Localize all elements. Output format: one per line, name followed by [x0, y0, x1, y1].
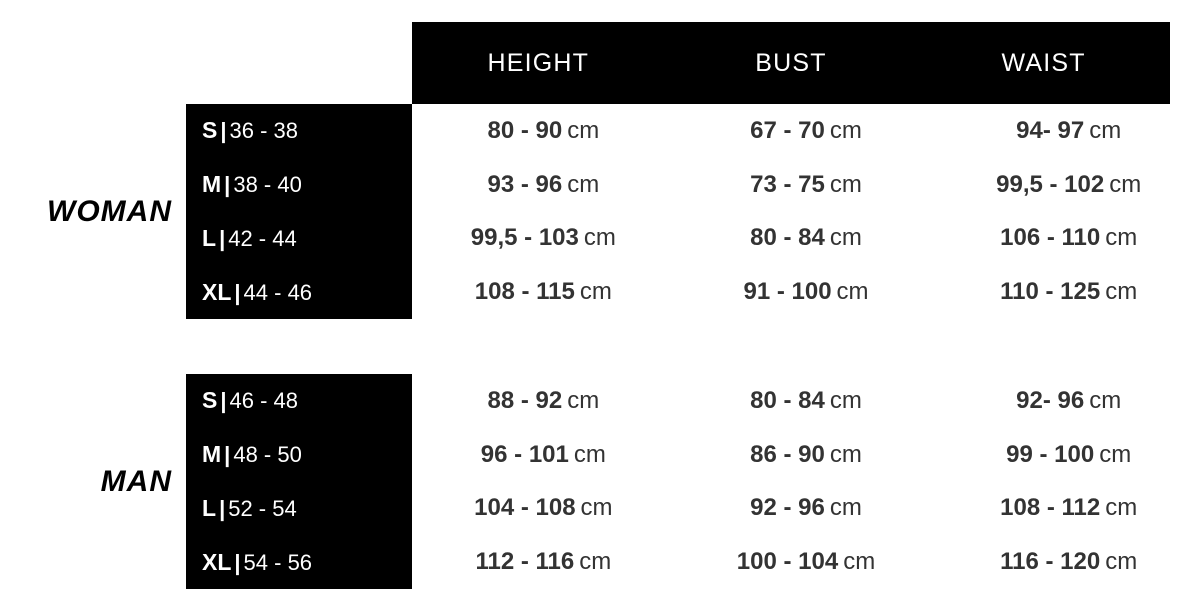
size-range: 38 - 40 [233, 172, 302, 198]
table-row [186, 158, 1200, 212]
waist-cell: 99,5 - 102 cm [996, 170, 1142, 198]
size-cell: XL | 54 - 56 [202, 548, 313, 575]
group-woman [0, 104, 1200, 319]
table-row [186, 374, 1200, 428]
height-cell: 93 - 96 cm [487, 170, 600, 198]
size-range: 42 - 44 [228, 225, 297, 251]
size-cell: XL | 44 - 46 [202, 278, 313, 305]
size-range: 48 - 50 [233, 442, 302, 468]
bust-cell: 80 - 84 cm [750, 224, 862, 252]
bust-cell: 73 - 75 cm [750, 170, 862, 198]
column-header-waist: WAIST [1001, 48, 1086, 77]
height-cell: 108 - 115 cm [474, 278, 612, 306]
waist-cell: 116 - 120 cm [1000, 548, 1138, 576]
column-header-height: HEIGHT [487, 48, 590, 77]
table-row [186, 428, 1200, 482]
size-label: L [202, 224, 217, 251]
waist-cell: 94- 97 cm [1016, 116, 1122, 144]
rows-woman [186, 104, 1200, 319]
height-cell: 96 - 101 cm [480, 440, 606, 468]
table-row [186, 212, 1200, 266]
height-cell: 88 - 92 cm [487, 386, 600, 414]
size-range: 36 - 38 [229, 118, 298, 144]
waist-cell: 108 - 112 cm [1000, 494, 1138, 522]
bust-cell: 67 - 70 cm [750, 116, 862, 144]
group-label-woman: WOMAN [47, 194, 172, 228]
size-range: 54 - 56 [243, 549, 313, 575]
bust-cell: 91 - 100 cm [743, 278, 869, 306]
size-cell: M | 38 - 40 [202, 171, 302, 198]
size-label: M [202, 441, 222, 468]
table-row [186, 265, 1200, 319]
column-header-bust: BUST [755, 48, 827, 77]
waist-cell: 92- 96 cm [1016, 386, 1122, 414]
bust-cell: 92 - 96 cm [750, 494, 862, 522]
table-row [186, 482, 1200, 536]
height-cell: 112 - 116 cm [475, 548, 612, 576]
size-range: 46 - 48 [229, 388, 298, 414]
bust-cell: 80 - 84 cm [750, 386, 862, 414]
rows-man [186, 374, 1200, 589]
size-label: XL [202, 548, 232, 575]
waist-cell: 106 - 110 cm [1000, 224, 1138, 252]
size-range: 52 - 54 [228, 495, 297, 521]
height-cell: 99,5 - 103 cm [470, 224, 616, 252]
height-cell: 80 - 90 cm [487, 116, 600, 144]
waist-cell: 110 - 125 cm [1000, 278, 1138, 306]
size-label: S [202, 387, 218, 414]
waist-cell: 99 - 100 cm [1006, 440, 1132, 468]
size-cell: L | 42 - 44 [202, 224, 297, 251]
size-range: 44 - 46 [243, 279, 313, 305]
size-cell: M | 48 - 50 [202, 441, 302, 468]
group-man [0, 374, 1200, 589]
size-label: M [202, 171, 222, 198]
height-cell: 104 - 108 cm [474, 494, 613, 522]
size-label: S [202, 117, 218, 144]
table-header [412, 22, 1170, 104]
table-row [186, 535, 1200, 589]
group-label-man: MAN [100, 464, 172, 498]
size-cell: S | 46 - 48 [202, 387, 298, 414]
table-row [186, 104, 1200, 158]
bust-cell: 100 - 104 cm [736, 548, 876, 576]
size-label: L [202, 494, 217, 521]
size-cell: S | 36 - 38 [202, 117, 298, 144]
bust-cell: 86 - 90 cm [750, 440, 862, 468]
size-cell: L | 52 - 54 [202, 494, 297, 521]
size-label: XL [202, 278, 232, 305]
